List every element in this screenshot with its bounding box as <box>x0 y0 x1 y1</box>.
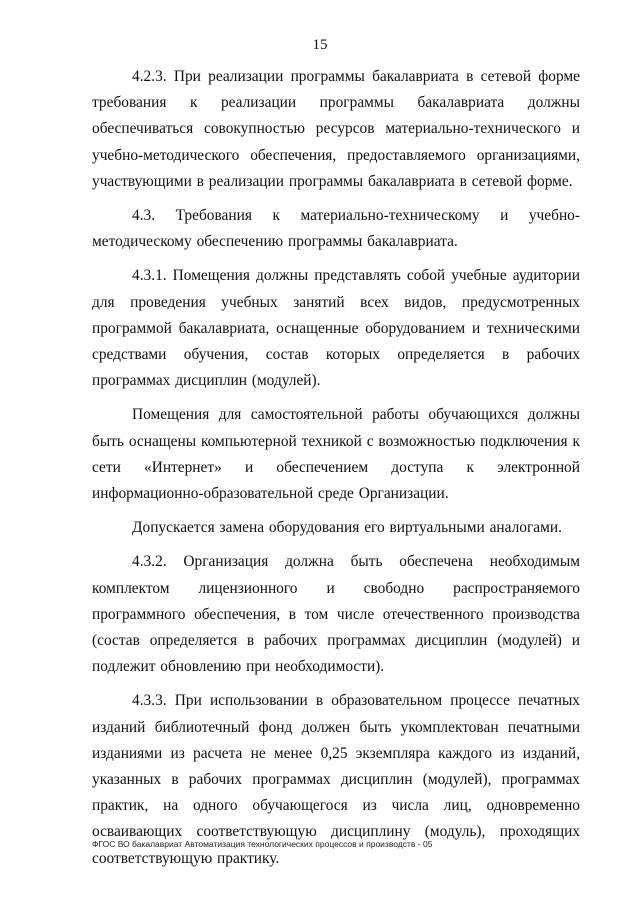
paragraph-4-3: 4.3. Требования к материально-техническому и учебно-методическому обеспечению программы бакалавриата. <box>92 207 580 251</box>
page-number: 15 <box>312 37 328 53</box>
paragraph-4-3-2: 4.3.2. Организация должна быть обеспечена необходимым комплектом лицензионного и свободно распространяемого программного обеспечения, в том числе отечественного производства (состав определяется в рабочих программах дисциплин (модулей) и подлежит обновлению при необходимости). <box>92 553 580 676</box>
paragraph-4-3-3: 4.3.3. При использовании в образовательном процессе печатных изданий библиотечный фонд должен быть укомплектован печатными изданиями из расчета не менее 0,25 экземпляра каждого из изданий, указанных в рабочих программах дисциплин (модулей), программах практик, на одного обучающегося из числа лиц, одновременно осваивающих соответствующую дисциплину (модуль), проходящих соответствующую практику. <box>92 692 580 867</box>
paragraph-virtual-analogs: Допускается замена оборудования его виртуальными аналогами. <box>132 519 562 537</box>
document-footer: ФГОС ВО бакалавриат Автоматизация технологических процессов и производств - 05 <box>92 839 433 849</box>
paragraph-self-study-rooms: Помещения для самостоятельной работы обучающихся должны быть оснащены компьютерной техникой с возможностью подключения к сети «Интернет» и обеспечением доступа к электронной информационно-образовательной среде Организации. <box>92 406 580 503</box>
paragraph-4-2-3: 4.2.3. При реализации программы бакалавриата в сетевой форме требования к реализации программы бакалавриата должны обеспечиваться совокупностью ресурсов материально-технического и учебно-методического обеспечения, предоставляемого организациями, участвующими в реализации программы бакалавриата в сетевой форме. <box>92 68 580 190</box>
paragraph-4-3-1: 4.3.1. Помещения должны представлять собой учебные аудитории для проведения учебных занятий всех видов, предусмотренных программой бакалавриата, оснащенные оборудованием и техническими средствами обучения, состав которых определяется в рабочих программах дисциплин (модулей). <box>92 267 580 390</box>
document-body <box>92 64 580 880</box>
